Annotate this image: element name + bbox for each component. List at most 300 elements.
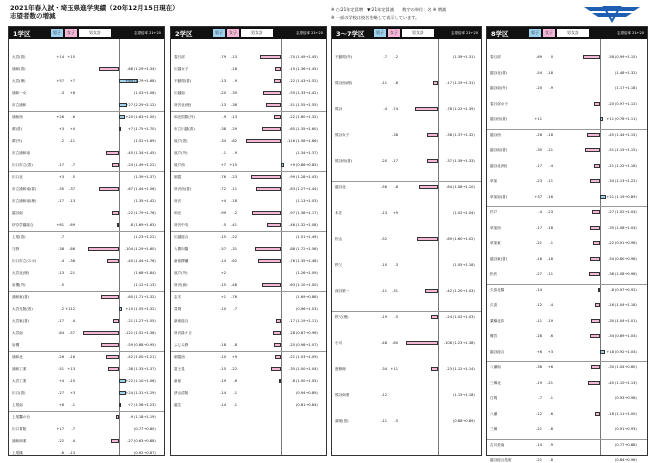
school-row	[332, 106, 481, 112]
total-change: -65	[289, 127, 295, 131]
ratio-value: (1.72→1.56)	[296, 247, 318, 251]
school-name: 和光	[174, 211, 182, 215]
total-change: -59	[289, 91, 295, 95]
male-change: -18	[220, 343, 226, 347]
total-change-bar	[591, 319, 600, 323]
school-row	[171, 330, 326, 336]
total-change-bar	[271, 367, 282, 371]
female-change: -76	[231, 295, 237, 299]
school-row	[487, 457, 647, 463]
school-row	[9, 174, 164, 180]
school-row	[171, 318, 326, 324]
school-name: 豊岡	[174, 307, 182, 311]
school-name: 所沢(商)	[174, 283, 188, 287]
male-change: +11	[534, 117, 542, 121]
row-separator	[9, 171, 164, 172]
male-change: +17	[56, 427, 64, 431]
total-change-bar	[594, 102, 600, 106]
school-row	[487, 240, 647, 246]
school-name: 伊奈学園総合	[12, 223, 34, 227]
ratio-value: (1.02→1.04)	[615, 210, 637, 214]
school-row	[9, 150, 164, 156]
female-change: -3	[394, 263, 398, 267]
total-change-bar	[595, 412, 600, 416]
total-change-bar	[273, 331, 281, 335]
ratio-value: (1.23→1.22)	[134, 235, 156, 239]
note-line-1: ※ ○:21年定員増 ▼:21年定員減 数字の単位：名 ※ 増減	[331, 7, 447, 12]
female-change: -13	[231, 115, 237, 119]
school-row	[171, 234, 326, 240]
school-name: 進修館	[335, 367, 346, 371]
male-change: -72	[220, 187, 226, 191]
school-name: 越谷南(外)	[490, 86, 508, 90]
total-change-bar	[111, 439, 119, 443]
ratio-value: (0.96→1.03)	[296, 307, 318, 311]
total-change: -64	[446, 185, 452, 189]
school-name: 新座柳瀬	[174, 259, 189, 263]
school-name: 秩父(理)	[335, 315, 349, 319]
female-change: +15	[229, 163, 237, 167]
school-name: 越谷北(理)	[490, 163, 508, 168]
male-change: -36	[536, 365, 542, 369]
ratio-value: (1.44→1.76)	[134, 259, 156, 263]
total-change: +18	[606, 349, 614, 354]
school-row	[171, 174, 326, 180]
total-change-bar	[279, 379, 281, 383]
male-change: +61	[56, 223, 64, 227]
note-line-2: ※ 一部の学校は校名を略して表示しています。	[331, 15, 420, 20]
total-change-bar	[592, 210, 600, 214]
total-change-bar	[113, 319, 119, 323]
ratio-value: (1.18→1.19)	[134, 415, 156, 419]
ratio-value: (1.19→1.31)	[453, 81, 475, 85]
school-row	[332, 392, 481, 398]
school-row	[9, 378, 164, 384]
total-change-bar	[594, 164, 600, 168]
ratio-value: (1.03→1.09)	[296, 355, 318, 359]
female-change: -13	[69, 199, 75, 203]
school-name: 岩槻(外)	[12, 283, 26, 287]
female-change: -6	[394, 81, 398, 85]
total-change: -34	[608, 334, 614, 338]
female-change: -10	[69, 379, 75, 383]
ratio-value: (1.27→1.55)	[134, 319, 156, 323]
school-name: 川口(普)	[12, 391, 26, 395]
total-change: -21	[289, 355, 295, 359]
male-change: -12	[381, 393, 387, 397]
school-name: 越谷総合技術	[490, 458, 512, 462]
ratio-value: (1.35→1.60)	[296, 127, 318, 131]
school-name: 不動岡(普)	[174, 79, 192, 83]
total-change-bar	[425, 289, 438, 293]
school-row	[332, 80, 481, 86]
female-change: -22	[231, 235, 237, 239]
school-row	[332, 132, 481, 138]
female-change: -4	[549, 303, 553, 307]
total-change-bar	[598, 288, 600, 292]
ratio-value: (0.98→1.07)	[296, 343, 318, 347]
total-change: -46	[289, 223, 295, 227]
school-row	[487, 287, 647, 293]
ratio-value: (1.36→1.45)	[296, 67, 318, 71]
male-change: -12	[536, 303, 542, 307]
total-change-bar	[99, 187, 119, 191]
male-change: -14	[536, 442, 542, 447]
ratio-value: (1.10→1.13)	[615, 380, 637, 385]
row-separator	[487, 206, 647, 207]
female-change: -38	[392, 133, 398, 137]
male-change: -38	[220, 127, 226, 131]
school-name: 草加西	[490, 225, 501, 230]
female-change: -18	[547, 256, 553, 261]
school-row	[171, 126, 326, 132]
school-name: 川口市立(スポ)	[12, 259, 37, 263]
ratio-value: (0.94→0.89)	[296, 391, 318, 395]
school-name: 杉戸	[490, 210, 498, 214]
ratio-value: (1.12→1.14)	[453, 367, 475, 371]
male-change: +3	[58, 127, 64, 131]
school-name: 上尾鷹の台	[12, 415, 30, 419]
ratio-value: (0.97→0.92)	[615, 287, 637, 292]
ratio-value: (1.08→1.10)	[453, 185, 475, 189]
school-row	[171, 186, 326, 192]
ratio-value: (1.52→1.69)	[134, 139, 156, 143]
male-change: -76	[220, 175, 226, 179]
ratio-value: (1.03→1.08)	[134, 91, 156, 95]
male-change: -19	[220, 379, 226, 383]
total-change-bar	[595, 303, 600, 307]
ratio-value: (1.39→1.31)	[453, 55, 475, 59]
total-change-bar	[117, 223, 119, 227]
female-change: +7	[69, 79, 75, 83]
total-change: -76	[289, 259, 295, 263]
school-name: 和光国際(外)	[174, 115, 195, 119]
male-change: -11	[381, 289, 387, 293]
total-change: +10	[125, 307, 133, 311]
ratio-value: (1.04→1.18)	[615, 303, 637, 307]
male-change: -38	[58, 247, 64, 251]
school-name: 春日部	[174, 55, 185, 59]
male-change: +2	[220, 271, 226, 275]
school-name: 入間向陽	[174, 247, 189, 251]
ratio-value: (0.86→0.85)	[296, 163, 318, 167]
total-change-bar	[433, 81, 438, 85]
male-change: -7	[383, 55, 387, 59]
female-change: -1	[549, 241, 553, 245]
school-row	[171, 210, 326, 216]
female-change: +9	[231, 355, 237, 359]
female-change: -18	[547, 70, 553, 75]
school-name: 所沢中央	[174, 223, 189, 227]
total-change-bar	[593, 241, 600, 245]
total-change: -23	[446, 367, 452, 371]
school-row	[171, 342, 326, 348]
school-row	[9, 54, 164, 60]
female-change: -6	[71, 115, 75, 119]
school-row	[487, 163, 647, 169]
legend-female: 女子	[229, 30, 237, 35]
school-row	[332, 210, 481, 216]
total-change: -42	[446, 289, 452, 293]
ratio-value: (1.68→1.84)	[134, 271, 156, 275]
school-row	[171, 390, 326, 396]
school-row	[487, 411, 647, 417]
school-name: 大宮(普)	[12, 55, 26, 59]
total-change: +27	[125, 103, 133, 107]
school-name: 上尾(普)	[12, 235, 26, 239]
ratio-value: (1.20→1.03)	[453, 289, 475, 293]
school-row	[487, 209, 647, 215]
ratio-value: (1.48→1.32)	[615, 70, 637, 75]
male-change: +57	[56, 79, 64, 83]
female-change: -7	[233, 307, 237, 311]
ratio-value: (1.49→1.45)	[296, 55, 318, 59]
total-change-bar	[107, 259, 119, 263]
female-change: -13	[231, 55, 237, 59]
school-row	[171, 354, 326, 360]
school-row	[171, 282, 326, 288]
total-change: +7	[127, 127, 133, 131]
female-change: +9	[392, 211, 398, 215]
school-row	[487, 271, 647, 277]
total-change-bar	[258, 259, 281, 263]
school-row	[9, 282, 164, 288]
ratio-value: (0.84→0.96)	[615, 458, 637, 462]
male-change: -30	[536, 148, 542, 152]
female-change: -21	[547, 380, 553, 385]
ratio-value: (1.52→1.38)	[134, 331, 156, 335]
school-name: 所沢西(普)	[174, 187, 192, 191]
total-change: -27	[608, 210, 614, 214]
female-change: +3	[69, 391, 75, 395]
total-change-bar	[260, 55, 281, 59]
total-change: -97	[289, 211, 295, 215]
total-change: -34	[608, 179, 614, 183]
male-change: -69	[536, 55, 542, 59]
total-change: -30	[608, 318, 614, 323]
ratio-value: (1.27→1.44)	[296, 187, 318, 191]
female-change: -2	[233, 211, 237, 215]
school-row	[171, 138, 326, 144]
female-change: -21	[69, 271, 75, 275]
female-change: -5	[394, 315, 398, 319]
male-change: -17	[536, 163, 542, 168]
male-change: -13	[58, 271, 64, 275]
female-change: -7	[71, 163, 75, 167]
school-row	[332, 288, 481, 294]
female-change: -38	[231, 103, 237, 107]
male-change: -20	[220, 91, 226, 95]
total-change-bar	[262, 283, 281, 287]
ratio-value: (0.88→0.95)	[134, 343, 156, 347]
female-change: -16	[69, 355, 75, 359]
ratio-value: (1.31→1.29)	[134, 391, 156, 395]
school-row	[171, 162, 326, 168]
legend-male: 男子	[376, 30, 384, 35]
ratio-value: (1.79→1.76)	[134, 211, 156, 215]
total-change: -60	[127, 295, 133, 299]
ratio-value: (0.63→0.88)	[134, 439, 156, 443]
school-row	[9, 102, 164, 108]
female-change: -9	[233, 79, 237, 83]
legend-male: 男子	[531, 30, 539, 35]
school-row	[171, 54, 326, 60]
female-change: +8	[69, 91, 75, 95]
total-change-bar	[589, 272, 600, 276]
female-change: +11	[390, 367, 398, 371]
male-change: +1	[220, 295, 226, 299]
total-change-bar	[590, 179, 600, 183]
school-name: 朝霞	[174, 175, 182, 179]
total-change: -63	[289, 283, 295, 287]
male-change: -26	[58, 355, 64, 359]
school-row	[487, 70, 647, 76]
female-change: -6	[549, 411, 553, 416]
male-change: -99	[220, 211, 226, 215]
school-name: 坂戸(外)	[174, 271, 188, 275]
ratio-value: (1.44→1.15)	[615, 132, 637, 137]
school-name: 所沢北(理)	[174, 103, 192, 107]
ratio-value: (1.58→1.66)	[296, 139, 318, 143]
school-name: 本庄	[335, 211, 343, 215]
school-name: 上尾南	[12, 403, 23, 407]
total-change-bar	[99, 67, 119, 71]
school-name: 浦和(普)	[12, 67, 26, 71]
total-change: -28	[289, 331, 295, 335]
school-row	[9, 138, 164, 144]
legend-female: 女子	[545, 30, 553, 35]
total-change-bar	[251, 175, 281, 179]
total-change: -22	[289, 115, 295, 119]
male-change: -7	[60, 235, 64, 239]
school-name: 大宮北(理)	[12, 271, 30, 275]
male-change: -6	[60, 451, 64, 455]
total-change-bar	[588, 381, 600, 385]
school-row	[171, 378, 326, 384]
male-change: -15	[220, 367, 226, 371]
male-change: -1	[222, 151, 226, 155]
ratio-value: (1.05→1.18)	[453, 263, 475, 267]
school-row	[171, 198, 326, 204]
total-change-bar	[256, 187, 281, 191]
total-change: -35	[289, 367, 295, 371]
school-name: 越谷南(普)	[490, 148, 508, 152]
total-change: -27	[127, 439, 133, 443]
male-change: -48	[381, 341, 387, 345]
male-change: -4	[60, 259, 64, 263]
row-separator	[171, 351, 326, 352]
male-change: -10	[220, 355, 226, 359]
total-change-bar	[263, 91, 281, 95]
district-label: 2学区	[175, 29, 193, 38]
ratio-value: (0.87→0.96)	[296, 331, 318, 335]
total-change-bar	[108, 367, 119, 371]
male-change: -15	[220, 283, 226, 287]
female-change: -8	[549, 458, 553, 462]
school-name: 白岡	[490, 396, 498, 400]
total-change-bar	[262, 127, 282, 131]
total-change: -67	[127, 187, 133, 191]
female-change: -86	[69, 247, 75, 251]
ratio-value: (1.15→1.18)	[453, 393, 475, 397]
total-change: +21	[606, 194, 614, 199]
total-change: -18	[608, 411, 614, 416]
female-change: -1	[233, 391, 237, 395]
school-name: 富士見	[174, 367, 185, 371]
total-change-bar	[275, 67, 281, 71]
school-name: 秩父	[335, 263, 343, 267]
school-row	[332, 340, 481, 346]
male-change: -52	[381, 237, 387, 241]
school-row	[332, 366, 481, 372]
school-name: 新座総合	[174, 319, 189, 323]
school-name: 熊谷西(理)	[335, 81, 353, 85]
school-name: 浦和東(普)	[12, 295, 30, 299]
ratio-value: (1.00→1.21)	[134, 355, 156, 359]
total-change: -22	[608, 241, 614, 245]
male-change: -19	[381, 315, 387, 319]
total-change-bar	[112, 211, 119, 215]
total-change-bar	[417, 237, 438, 241]
school-name: 浦和工業	[12, 367, 27, 371]
female-change: -4	[71, 319, 75, 323]
row-separator	[171, 291, 326, 292]
total-change: -24	[446, 315, 452, 319]
total-change: -104	[124, 247, 133, 251]
school-name: 小川	[335, 341, 343, 345]
male-change: -17	[58, 199, 64, 203]
school-name: 志木	[174, 295, 182, 299]
female-change: -1	[233, 403, 237, 407]
ratio-value: (0.76→1.11)	[615, 117, 637, 121]
ratio-value: (1.26→1.09)	[296, 271, 318, 275]
total-change: -121	[124, 331, 133, 335]
school-name: 川口青陵	[12, 427, 27, 431]
female-change: -23	[231, 175, 237, 179]
female-change: +13	[67, 367, 75, 371]
ratio-value: (1.13→1.03)	[296, 199, 318, 203]
female-change: -6	[549, 334, 553, 338]
female-change: -11	[69, 139, 75, 143]
school-row	[171, 90, 326, 96]
total-change-bar	[585, 148, 600, 152]
school-name: 市立浦和南	[12, 151, 30, 155]
school-row	[487, 256, 647, 262]
male-change: -10	[381, 263, 387, 267]
legend-ratio: 志望倍率 21←20	[617, 30, 644, 35]
total-change-bar	[591, 365, 600, 369]
total-change: -21	[127, 319, 133, 323]
school-name: 草加	[490, 179, 498, 183]
total-change: +9	[289, 163, 295, 167]
district-column	[331, 26, 482, 456]
school-row	[487, 132, 647, 138]
school-name: 熊谷	[335, 107, 343, 111]
ratio-value: (1.69→1.63)	[134, 223, 156, 227]
ratio-value: (0.93→0.98)	[615, 396, 637, 400]
legend-total: 男女計	[79, 29, 111, 37]
male-change: -4	[383, 107, 387, 111]
ratio-value: (1.35→1.42)	[134, 199, 156, 203]
school-row	[487, 395, 647, 401]
total-change-bar	[406, 341, 438, 345]
female-change: -4	[71, 439, 75, 443]
school-row	[9, 294, 164, 300]
female-change: 0	[550, 55, 553, 59]
ratio-value: (1.43→1.52)	[296, 79, 318, 83]
school-row	[487, 116, 647, 122]
school-row	[9, 342, 164, 348]
